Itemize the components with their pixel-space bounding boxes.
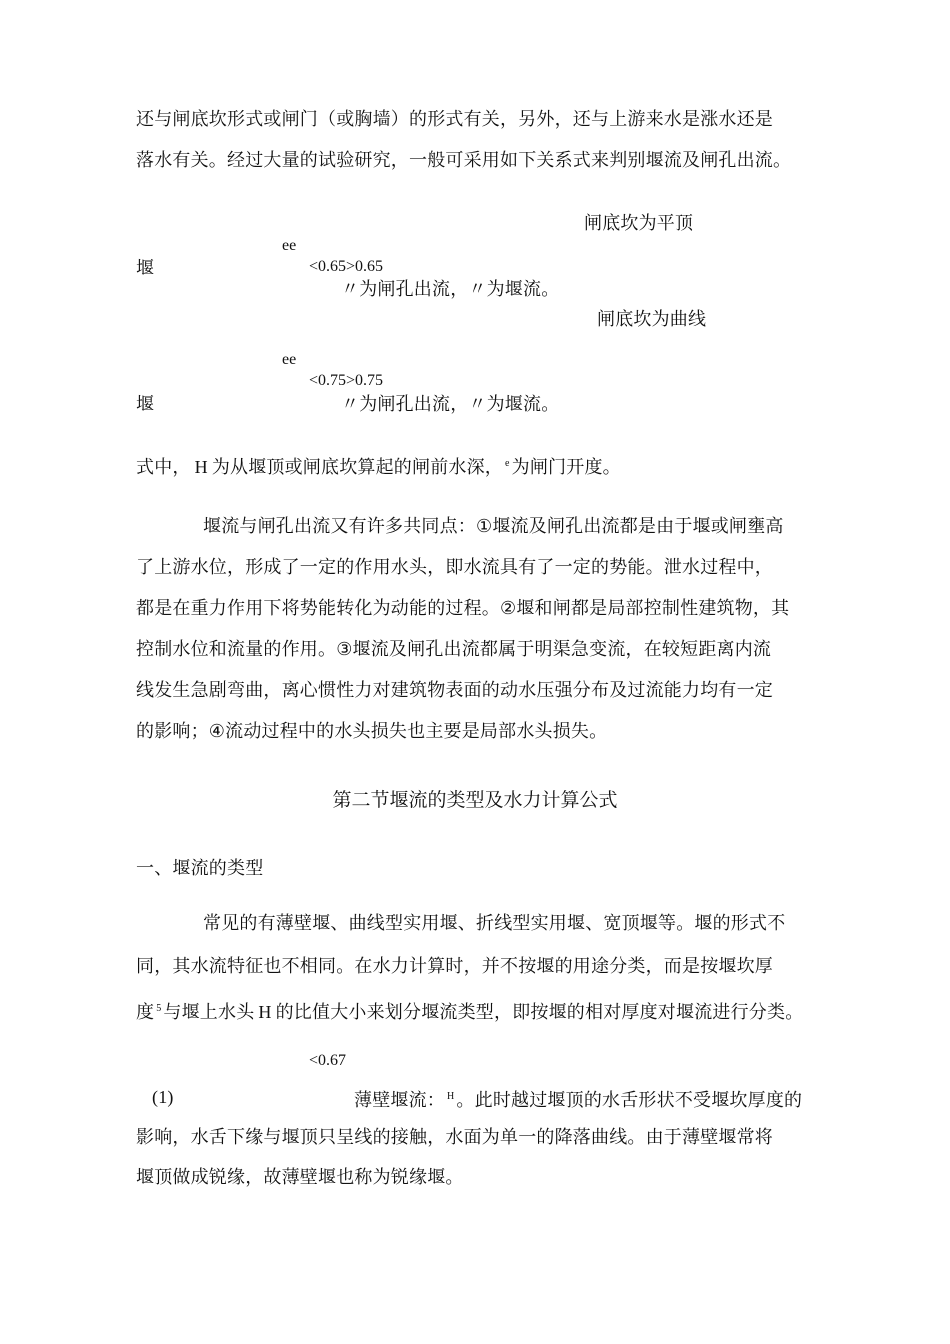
thin-weir-line-2: 影响，水舌下缘与堰顶只呈线的接触，水面为单一的降落曲线。由于薄壁堰常将 [136, 1127, 773, 1148]
similarities-line-5: 线发生急剧弯曲，离心惯性力对建筑物表面的动水压强分布及过流能力均有一定 [136, 680, 773, 701]
definition-part-1: 式中， [136, 457, 191, 478]
types-line-2: 同，其水流特征也不相同。在水力计算时，并不按堰的用途分类，而是按堰坎厚 [136, 956, 773, 977]
criterion-2-result: 〃为闸孔出流，〃为堰流。 [341, 394, 560, 415]
similarities-line-6: 的影响；④流动过程中的水头损失也主要是局部水头损失。 [136, 721, 608, 742]
types-line-3-c: 的比值大小来划分堰流类型，即按堰的相对厚度对堰流进行分类。 [275, 1002, 804, 1023]
thin-weir-title: 薄壁堰流： [354, 1090, 445, 1111]
intro-line-1: 还与闸底坎形式或闸门（或胸墙）的形式有关，另外，还与上游来水是涨水还是 [136, 109, 773, 130]
criterion-1-ratios: <0.65>0.65 [309, 258, 384, 275]
types-line-3 [136, 997, 803, 1025]
section-title: 第二节堰流的类型及水力计算公式 [332, 789, 618, 811]
symbol-H-2: H [258, 1002, 272, 1022]
similarities-line-1: 堰流与闸孔出流又有许多共同点：①堰流及闸孔出流都是由于堰或闸壅高 [203, 516, 784, 537]
similarities-line-3: 都是在重力作用下将势能转化为动能的过程。②堰和闸都是局部控制性建筑物，其 [136, 598, 790, 619]
criterion-2-ratios: <0.75>0.75 [309, 372, 384, 389]
subsection-title: 一、堰流的类型 [136, 858, 264, 879]
thin-weir-number: (1) [152, 1087, 174, 1107]
thin-weir-line-3: 堰顶做成锐缘，故薄壁堰也称为锐缘堰。 [136, 1167, 464, 1188]
symbol-H-sup: H [447, 1091, 455, 1102]
criterion-2-weir-label: 堰 [136, 394, 155, 415]
similarities-line-4: 控制水位和流量的作用。③堰流及闸孔出流都属于明渠急变流，在较短距离内流 [136, 639, 772, 660]
criterion-1-condition: 闸底坎为平顶 [584, 213, 694, 234]
types-line-3-b: 与堰上水头 [163, 1002, 255, 1023]
criterion-1-ee: ee [282, 237, 297, 254]
definition-part-2: 为从堰顶或闸底坎算起的闸前水深， [211, 457, 504, 478]
symbol-e: e [505, 458, 510, 469]
definition-line [136, 452, 621, 480]
thin-weir-line-1-rest: 。此时越过堰顶的水舌形状不受堰坎厚度的 [456, 1090, 803, 1111]
definition-part-3: 为闸门开度。 [511, 457, 621, 478]
thin-weir-ratio: <0.67 [309, 1052, 347, 1069]
criterion-2-condition: 闸底坎为曲线 [597, 309, 707, 330]
criterion-2-ee: ee [282, 351, 297, 368]
thin-weir-line-1 [354, 1085, 802, 1113]
symbol-H: H [194, 457, 208, 477]
criterion-1-weir-label: 堰 [136, 258, 155, 279]
types-line-1: 常见的有薄壁堰、曲线型实用堰、折线型实用堰、宽顶堰等。堰的形式不 [203, 913, 786, 934]
symbol-delta: 5 [156, 1003, 162, 1014]
similarities-line-2: 了上游水位，形成了一定的作用水头，即水流具有了一定的势能。泄水过程中， [136, 557, 773, 578]
criterion-1-result: 〃为闸孔出流，〃为堰流。 [341, 279, 560, 300]
intro-line-2: 落水有关。经过大量的试验研究，一般可采用如下关系式来判别堰流及闸孔出流。 [136, 150, 792, 171]
types-line-3-a: 度 [136, 1002, 155, 1023]
